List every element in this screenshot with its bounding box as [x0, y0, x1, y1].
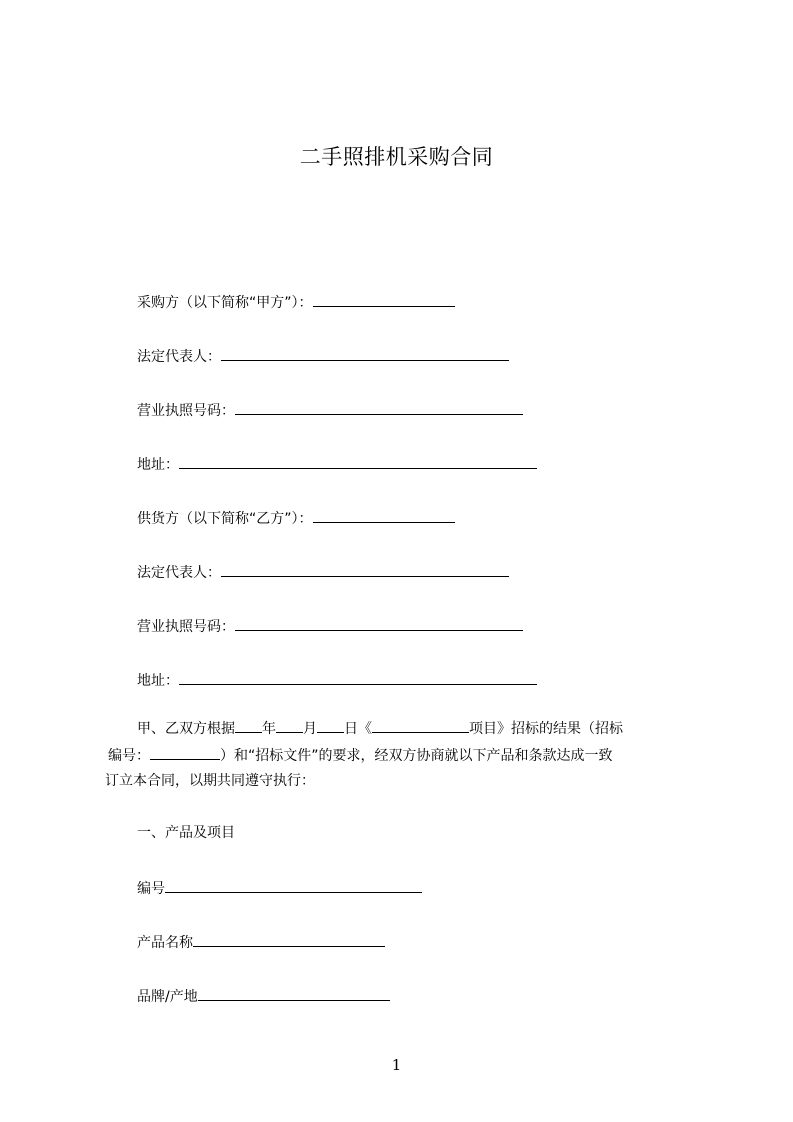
code-blank [150, 744, 220, 760]
intro-line-3 [105, 771, 315, 791]
month-blank [276, 717, 303, 733]
buyer-address-label: 地址： [137, 457, 179, 473]
buyer-address-field [137, 453, 537, 475]
buyer-field [137, 291, 455, 313]
brand-origin-label: 品牌/产地 [137, 989, 198, 1005]
section1-heading [137, 823, 235, 843]
brand-origin-field [137, 985, 390, 1007]
supplier-address-field [137, 669, 537, 691]
supplier-license-label: 营业执照号码： [137, 619, 235, 635]
buyer-label: 采购方（以下简称“甲方”）： [137, 295, 313, 311]
brand-origin-blank [198, 985, 390, 1001]
project-blank [372, 717, 469, 733]
supplier-rep-blank [221, 561, 509, 577]
day-blank [317, 717, 344, 733]
intro-part3: 订立本合同，以期共同遵守执行： [105, 773, 315, 789]
intro-part2: ）和“招标文件”的要求，经双方协商就以下产品和条款达成一致 [220, 748, 613, 764]
page-title: 二手照排机采购合同 [299, 145, 494, 169]
page-number: 1 [391, 1056, 402, 1074]
buyer-license-label: 营业执照号码： [137, 403, 235, 419]
item-code-field [137, 877, 422, 899]
section1-heading-text: 一、产品及项目 [137, 825, 235, 841]
intro-line-2 [108, 744, 613, 766]
product-name-field [137, 931, 385, 953]
intro-line-1 [137, 717, 623, 739]
supplier-rep-label: 法定代表人： [137, 565, 221, 581]
intro-day: 日《 [344, 721, 372, 737]
buyer-blank [313, 291, 455, 307]
supplier-label: 供货方（以下简称“乙方”）： [137, 511, 313, 527]
intro-project: 项目》招标的结果（招标 [469, 721, 623, 737]
supplier-address-blank [179, 669, 537, 685]
buyer-address-blank [179, 453, 537, 469]
buyer-rep-label: 法定代表人： [137, 349, 221, 365]
intro-code-label: 编号： [108, 748, 150, 764]
intro-month: 月 [303, 721, 317, 737]
product-name-blank [193, 931, 385, 947]
buyer-license-blank [235, 399, 523, 415]
supplier-license-field [137, 615, 523, 637]
buyer-license-field [137, 399, 523, 421]
intro-part1: 甲、乙双方根据 [137, 721, 235, 737]
buyer-rep-blank [221, 345, 509, 361]
product-name-label: 产品名称 [137, 935, 193, 951]
supplier-rep-field [137, 561, 509, 583]
supplier-blank [313, 507, 455, 523]
year-blank [235, 717, 262, 733]
item-code-blank [165, 877, 422, 893]
supplier-address-label: 地址： [137, 673, 179, 689]
item-code-label: 编号 [137, 881, 165, 897]
buyer-rep-field [137, 345, 509, 367]
supplier-field [137, 507, 455, 529]
supplier-license-blank [235, 615, 523, 631]
intro-year: 年 [262, 721, 276, 737]
